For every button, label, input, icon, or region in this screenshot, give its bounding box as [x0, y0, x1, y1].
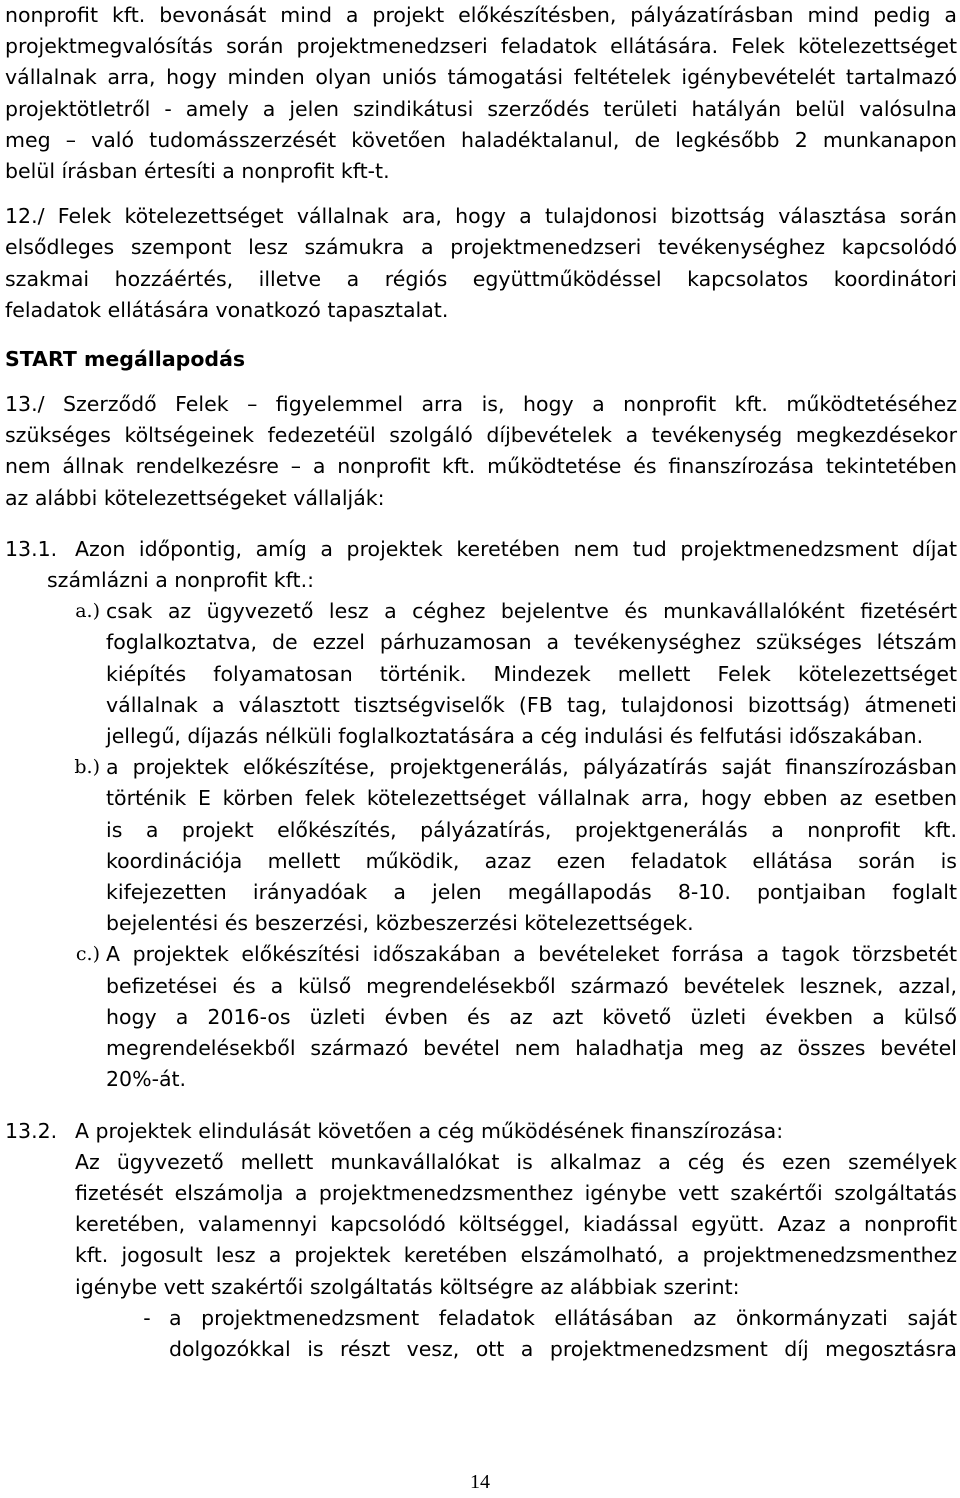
section-body — [75, 1116, 957, 1366]
text-line: jellegű, díjazás nélküli foglalkoztatására a cég indulási és felfutási időszakában. — [106, 724, 924, 749]
text-line: szükséges költségeinek fedezetéül szolgáló díjbevételek a tevékenység megkezdésekor — [5, 423, 957, 448]
text-line: történik E körben felek kötelezettséget vállalnak arra, hogy ebben az esetben — [106, 786, 957, 811]
list-item — [60, 596, 957, 752]
list-item-text — [106, 596, 957, 752]
text-line: nem állnak rendelkezésre – a nonprofit kft. működtetése és finanszírozása tekintetében — [5, 454, 957, 479]
dash-list-item — [125, 1303, 957, 1365]
text-line: 12./ Felek kötelezettséget vállalnak ara, hogy a tulajdonosi bizottság választása során — [5, 204, 957, 229]
text-line: vállalnak arra, hogy minden olyan uniós támogatási feltételek igénybevételét tartalmazó — [5, 65, 957, 90]
text-line: kiépítés folyamatosan történik. Mindezek mellett Felek kötelezettséget — [106, 661, 957, 686]
text-line: az alábbi kötelezettségeket vállalják: — [5, 485, 385, 510]
text-line: meg – való tudomásszerzését követően haladéktalanul, de legkésőbb 2 munkanapon — [5, 127, 957, 152]
text-line: igénybe vett szakértői szolgáltatás költségre az alábbiak szerint: — [75, 1274, 740, 1299]
text-line: hogy a 2016-os üzleti évben és az azt követő üzleti években a külső — [106, 1004, 957, 1029]
text-line: Azon időpontig, amíg a projektek keretében nem tud projektmenedzsment díjat — [75, 536, 957, 561]
list-a — [5, 596, 957, 1095]
dash-item-text — [169, 1303, 957, 1365]
list-item-text — [106, 752, 957, 939]
section-body — [75, 534, 957, 565]
text-line: keretében, valamennyi kapcsolódó költséggel, kiadással együtt. Azaz a nonprofit — [75, 1212, 957, 1237]
text-line: elsődleges szempont lesz számukra a projektmenedzseri tevékenységhez kapcsolódó — [5, 235, 957, 260]
text-line: a projektmenedzsment feladatok ellátásában az önkormányzati saját — [169, 1305, 957, 1330]
list-item-label: c.) — [75, 943, 100, 966]
list-item — [60, 939, 957, 1095]
section-heading: START megállapodás — [5, 347, 246, 372]
text-line: projektmegvalósítás során projektmenedzseri feladatok ellátására. Felek kötelezettséget — [5, 34, 957, 59]
text-line: bejelentési és beszerzési, közbeszerzési kötelezettségek. — [106, 911, 694, 936]
list-item-label: b.) — [74, 756, 100, 779]
section-13-2 — [5, 1116, 957, 1366]
text-line: 13./ Szerződő Felek – figyelemmel arra is, hogy a nonprofit kft. működtetéséhez — [5, 392, 957, 417]
text-line: projektötletről - amely a jelen szindikátusi szerződés területi hatályán belül valósulna — [5, 96, 957, 121]
text-line: csak az ügyvezető lesz a céghez bejelentve és munkavállalóként fizetésért — [106, 599, 957, 624]
section-title: A projektek elindulását követően a cég működésének finanszírozása: — [75, 1118, 784, 1143]
section-number: 13.2. — [5, 1118, 58, 1143]
document-page — [5, 0, 957, 1365]
text-line: befizetései és a külső megrendelésekből származó bevételek lesznek, azzal, — [106, 973, 957, 998]
text-line: Az ügyvezető mellett munkavállalókat is alkalmaz a cég és ezen személyek — [75, 1149, 957, 1174]
section-13-1-continuation — [5, 565, 957, 596]
list-item-label: a.) — [75, 600, 100, 623]
text-line: megrendelésekből származó bevétel nem haladhatja meg az összes bevétel — [106, 1036, 957, 1061]
text-line: is a projekt előkészítés, pályázatírás, projektgenerálás a nonprofit kft. — [106, 817, 957, 842]
section-12 — [5, 201, 957, 326]
section-number: 13.1. — [5, 536, 58, 561]
dash-label: - — [143, 1305, 151, 1330]
text-line: feladatok ellátására vonatkozó tapasztalat. — [5, 297, 449, 322]
text-line: fizetését elszámolja a projektmenedzsmenthez igénybe vett szakértői szolgáltatás — [75, 1180, 957, 1205]
text-line: 20%-át. — [106, 1067, 187, 1092]
list-item-text — [106, 939, 957, 1095]
list-item — [60, 752, 957, 939]
text-line: kifejezetten irányadóak a jelen megállapodás 8-10. pontjaiban foglalt — [106, 880, 957, 905]
text-line: koordinációja mellett működik, azaz ezen feladatok ellátása során is — [106, 848, 957, 873]
text-line: a projektek előkészítése, projektgenerálás, pályázatírás saját finanszírozásban — [106, 755, 957, 780]
text-line: dolgozókkal is részt vesz, ott a projektmenedzsment díj megosztásra — [169, 1336, 957, 1361]
text-line: vállalnak a választott tisztségviselők (FB tag, tulajdonosi bizottság) átmeneti — [106, 692, 957, 717]
text-line: szakmai hozzáértés, illetve a régiós együttműködéssel kapcsolatos koordinátori — [5, 266, 957, 291]
section-13 — [5, 389, 957, 514]
text-line: kft. jogosult lesz a projektek keretében elszámolható, a projektmenedzsmenthez — [75, 1243, 957, 1268]
text-line: foglalkoztatva, de ezzel párhuzamosan a tevékenységhez szükséges létszám — [106, 630, 957, 655]
text-line: belül írásban értesíti a nonprofit kft-t. — [5, 159, 390, 184]
page-number: 14 — [470, 1471, 490, 1493]
text-line: A projektek előkészítési időszakában a bevételeket forrása a tagok törzsbetét — [106, 942, 957, 967]
section-13-1 — [5, 534, 957, 565]
intro-paragraph — [5, 0, 957, 187]
text-line: számlázni a nonprofit kft.: — [47, 568, 314, 593]
text-line: nonprofit kft. bevonását mind a projekt előkészítésben, pályázatírásban mind pedig a — [5, 3, 957, 27]
